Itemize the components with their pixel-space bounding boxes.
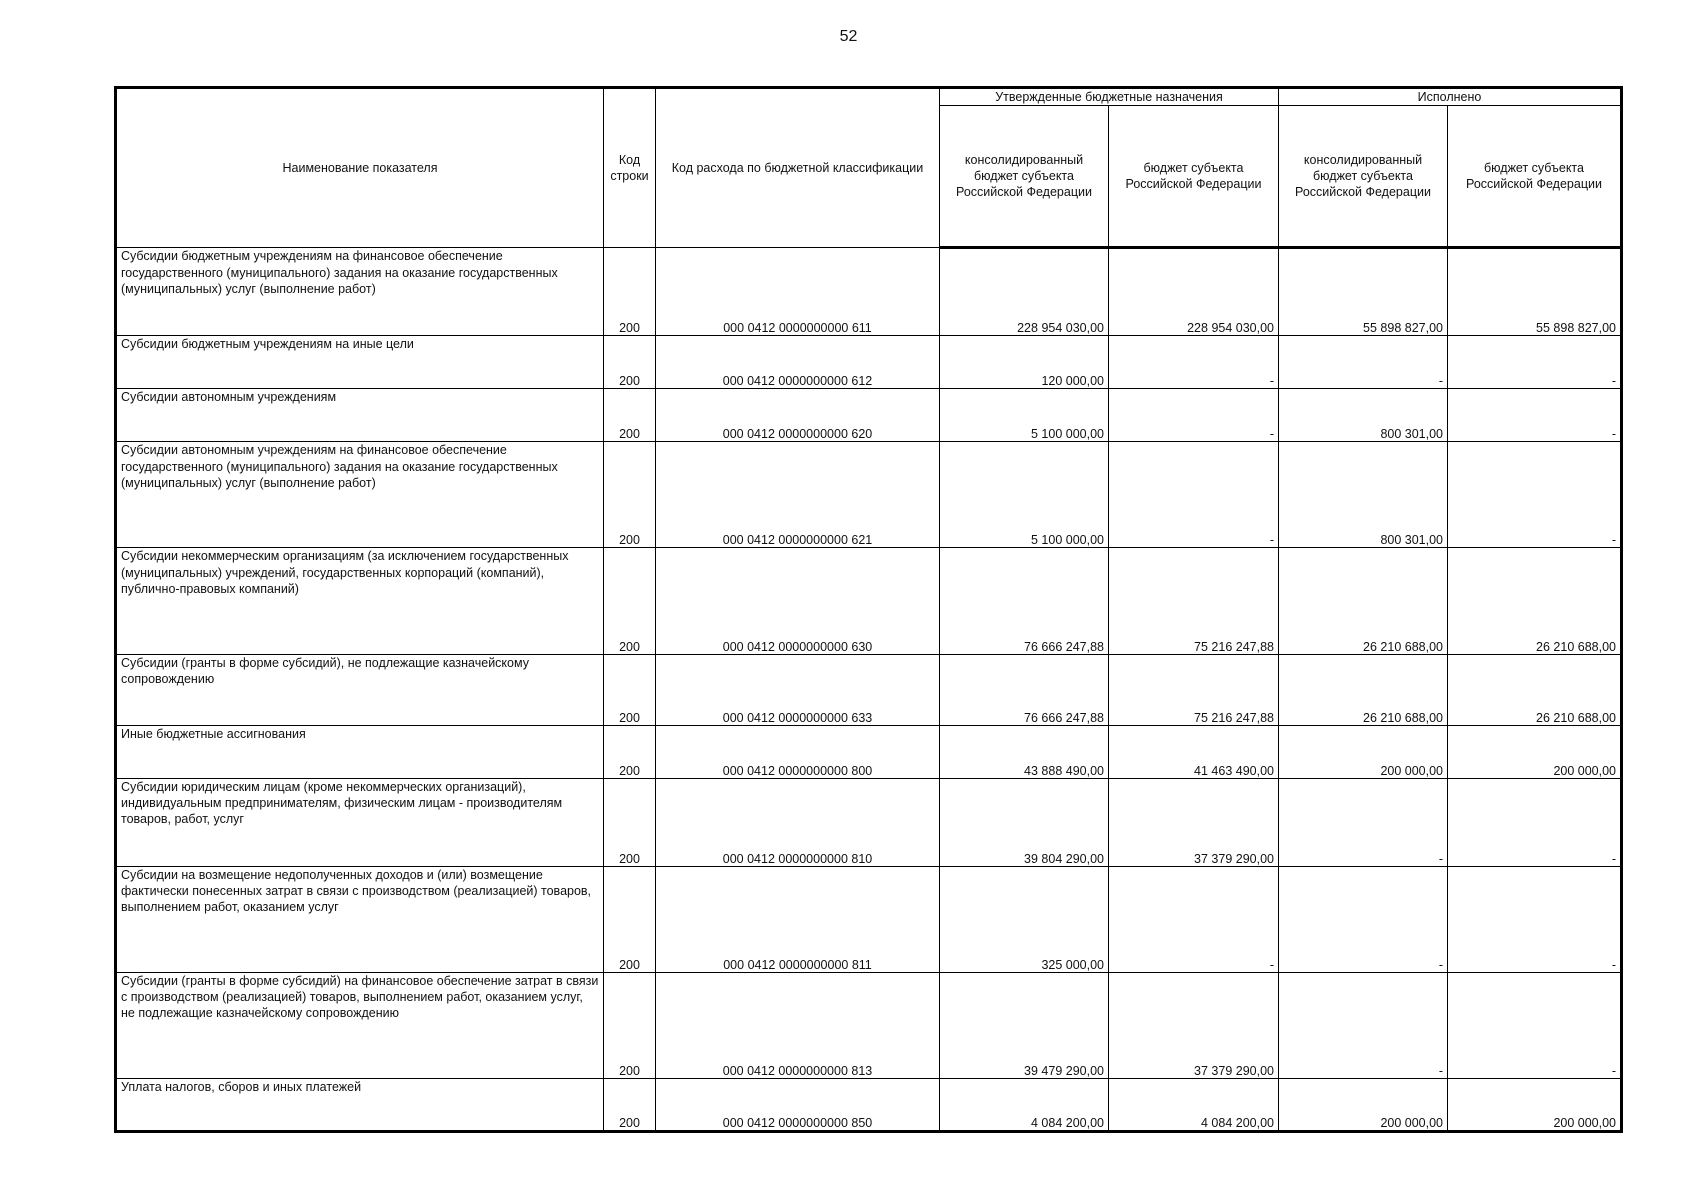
indicator-name: Субсидии (гранты в форме субсидий) на финансовое обеспечение затрат в связи с производством (реализацией) товаров, выполнением работ, оказанием услуг, не подлежащие казначейскому сопровождению	[116, 972, 604, 1078]
executed-subject-value: 200 000,00	[1448, 725, 1622, 778]
executed-consolidated-value: 26 210 688,00	[1279, 548, 1448, 654]
approved-consolidated-value: 76 666 247,88	[940, 548, 1109, 654]
header-approved-consolidated: консолидированный бюджет субъекта Российской Федерации	[940, 106, 1109, 248]
executed-consolidated-value: 26 210 688,00	[1279, 654, 1448, 725]
table-row	[116, 654, 1622, 725]
indicator-name: Субсидии автономным учреждениям на финансовое обеспечение государственного (муниципального) задания на оказание государственных (муниципальных) услуг (выполнение работ)	[116, 442, 604, 548]
executed-subject-value: -	[1448, 972, 1622, 1078]
approved-consolidated-value: 76 666 247,88	[940, 654, 1109, 725]
header-executed-group: Исполнено	[1279, 88, 1622, 106]
row-code: 200	[604, 548, 656, 654]
header-approved-subject: бюджет субъекта Российской Федерации	[1109, 106, 1279, 248]
expense-code: 000 0412 0000000000 620	[656, 389, 940, 442]
expense-code: 000 0412 0000000000 850	[656, 1078, 940, 1131]
approved-subject-value: -	[1109, 442, 1279, 548]
approved-subject-value: 4 084 200,00	[1109, 1078, 1279, 1131]
executed-subject-value: 55 898 827,00	[1448, 248, 1622, 336]
table-row	[116, 336, 1622, 389]
row-code: 200	[604, 1078, 656, 1131]
executed-consolidated-value: 55 898 827,00	[1279, 248, 1448, 336]
header-executed-subject: бюджет субъекта Российской Федерации	[1448, 106, 1622, 248]
table-row	[116, 972, 1622, 1078]
executed-consolidated-value: -	[1279, 778, 1448, 866]
expense-code: 000 0412 0000000000 621	[656, 442, 940, 548]
indicator-name: Субсидии бюджетным учреждениям на иные цели	[116, 336, 604, 389]
table-row	[116, 389, 1622, 442]
executed-subject-value: -	[1448, 778, 1622, 866]
indicator-name: Субсидии бюджетным учреждениям на финансовое обеспечение государственного (муниципального) задания на оказание государственных (муниципальных) услуг (выполнение работ)	[116, 248, 604, 336]
expense-code: 000 0412 0000000000 800	[656, 725, 940, 778]
approved-subject-value: -	[1109, 389, 1279, 442]
approved-subject-value: 37 379 290,00	[1109, 972, 1279, 1078]
approved-consolidated-value: 39 479 290,00	[940, 972, 1109, 1078]
budget-execution-table	[114, 86, 1623, 1133]
row-code: 200	[604, 654, 656, 725]
expense-code: 000 0412 0000000000 612	[656, 336, 940, 389]
executed-subject-value: 200 000,00	[1448, 1078, 1622, 1131]
expense-code: 000 0412 0000000000 611	[656, 248, 940, 336]
indicator-name: Субсидии на возмещение недополученных доходов и (или) возмещение фактически понесенных затрат в связи с производством (реализацией) товаров, выполнением работ, оказанием услуг	[116, 866, 604, 972]
table-row	[116, 725, 1622, 778]
table-row	[116, 1078, 1622, 1131]
approved-consolidated-value: 325 000,00	[940, 866, 1109, 972]
header-expense-code: Код расхода по бюджетной классификации	[656, 88, 940, 248]
row-code: 200	[604, 389, 656, 442]
approved-consolidated-value: 4 084 200,00	[940, 1078, 1109, 1131]
expense-code: 000 0412 0000000000 630	[656, 548, 940, 654]
expense-code: 000 0412 0000000000 811	[656, 866, 940, 972]
header-executed-consolidated: консолидированный бюджет субъекта Российской Федерации	[1279, 106, 1448, 248]
executed-consolidated-value: -	[1279, 866, 1448, 972]
approved-consolidated-value: 39 804 290,00	[940, 778, 1109, 866]
approved-subject-value: -	[1109, 866, 1279, 972]
table-row	[116, 778, 1622, 866]
executed-subject-value: -	[1448, 389, 1622, 442]
approved-consolidated-value: 5 100 000,00	[940, 389, 1109, 442]
approved-consolidated-value: 228 954 030,00	[940, 248, 1109, 336]
approved-consolidated-value: 5 100 000,00	[940, 442, 1109, 548]
approved-subject-value: 41 463 490,00	[1109, 725, 1279, 778]
approved-subject-value: 228 954 030,00	[1109, 248, 1279, 336]
approved-consolidated-value: 120 000,00	[940, 336, 1109, 389]
executed-subject-value: -	[1448, 442, 1622, 548]
executed-consolidated-value: 200 000,00	[1279, 1078, 1448, 1131]
executed-subject-value: 26 210 688,00	[1448, 548, 1622, 654]
row-code: 200	[604, 336, 656, 389]
table-row	[116, 442, 1622, 548]
executed-consolidated-value: -	[1279, 336, 1448, 389]
executed-consolidated-value: -	[1279, 972, 1448, 1078]
expense-code: 000 0412 0000000000 813	[656, 972, 940, 1078]
approved-subject-value: 37 379 290,00	[1109, 778, 1279, 866]
indicator-name: Субсидии юридическим лицам (кроме некоммерческих организаций), индивидуальным предпринимателям, физическим лицам - производителям товаров, работ, услуг	[116, 778, 604, 866]
approved-subject-value: -	[1109, 336, 1279, 389]
table-row	[116, 866, 1622, 972]
header-row-code: Код строки	[604, 88, 656, 248]
approved-subject-value: 75 216 247,88	[1109, 654, 1279, 725]
executed-subject-value: -	[1448, 866, 1622, 972]
page-number: 52	[839, 28, 858, 45]
row-code: 200	[604, 248, 656, 336]
executed-subject-value: -	[1448, 336, 1622, 389]
indicator-name: Субсидии некоммерческим организациям (за исключением государственных (муниципальных) учреждений, государственных корпораций (компаний), публично-правовых компаний)	[116, 548, 604, 654]
row-code: 200	[604, 725, 656, 778]
row-code: 200	[604, 866, 656, 972]
indicator-name: Субсидии автономным учреждениям	[116, 389, 604, 442]
header-approved-group: Утвержденные бюджетные назначения	[940, 88, 1279, 106]
expense-code: 000 0412 0000000000 810	[656, 778, 940, 866]
row-code: 200	[604, 778, 656, 866]
indicator-name: Иные бюджетные ассигнования	[116, 725, 604, 778]
executed-consolidated-value: 800 301,00	[1279, 389, 1448, 442]
table-row	[116, 548, 1622, 654]
approved-subject-value: 75 216 247,88	[1109, 548, 1279, 654]
approved-consolidated-value: 43 888 490,00	[940, 725, 1109, 778]
table-body	[116, 248, 1622, 1132]
executed-consolidated-value: 800 301,00	[1279, 442, 1448, 548]
expense-code: 000 0412 0000000000 633	[656, 654, 940, 725]
row-code: 200	[604, 442, 656, 548]
table-row	[116, 248, 1622, 336]
header-name: Наименование показателя	[116, 88, 604, 248]
executed-consolidated-value: 200 000,00	[1279, 725, 1448, 778]
indicator-name: Субсидии (гранты в форме субсидий), не подлежащие казначейскому сопровождению	[116, 654, 604, 725]
row-code: 200	[604, 972, 656, 1078]
executed-subject-value: 26 210 688,00	[1448, 654, 1622, 725]
indicator-name: Уплата налогов, сборов и иных платежей	[116, 1078, 604, 1131]
